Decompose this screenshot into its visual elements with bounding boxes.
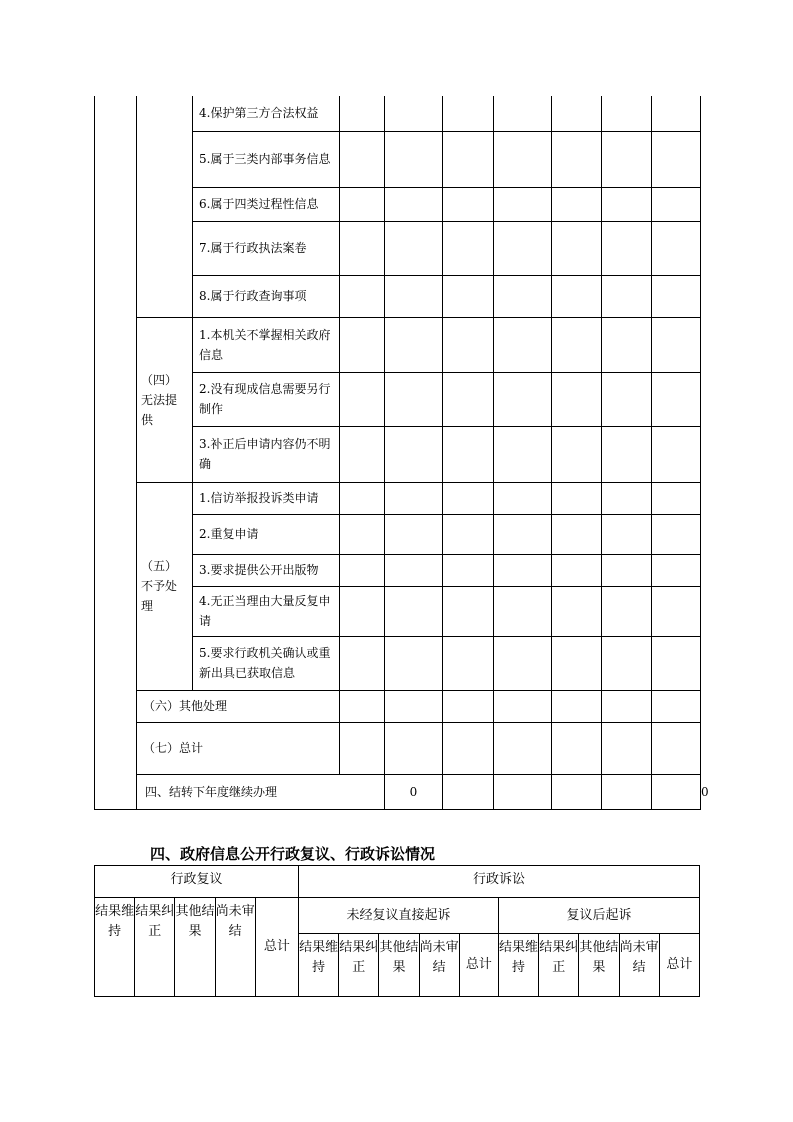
admin-litigation-header: 行政诉讼: [299, 866, 700, 898]
item-label: 1.本机关不掌握相关政府信息: [193, 317, 340, 372]
item-label: 4.无正当理由大量反复申请: [193, 586, 340, 636]
review-col-pending: 尚未审结: [215, 898, 255, 997]
item-label: 7.属于行政执法案卷: [193, 221, 340, 275]
item-label: 8.属于行政查询事项: [193, 275, 340, 317]
after-col-pending: 尚未审结: [619, 934, 659, 997]
item-label: 1.信访举报投诉类申请: [193, 482, 340, 514]
item-label: 2.重复申请: [193, 514, 340, 554]
carry-over-label: 四、结转下年度继续办理: [137, 774, 385, 809]
item-label: 6.属于四类过程性信息: [193, 187, 340, 221]
direct-suit-header: 未经复议直接起诉: [299, 898, 499, 934]
direct-col-upheld: 结果维持: [299, 934, 339, 997]
after-col-other: 其他结果: [579, 934, 619, 997]
direct-col-total: 总计: [459, 934, 498, 997]
category-label-unable-to-provide: （四）无法提供: [137, 317, 193, 482]
item-label: 5.属于三类内部事务信息: [193, 131, 340, 187]
after-review-suit-header: 复议后起诉: [498, 898, 699, 934]
direct-col-corrected: 结果纠正: [339, 934, 379, 997]
review-col-other: 其他结果: [175, 898, 215, 997]
item-label: 3.要求提供公开出版物: [193, 554, 340, 586]
after-col-corrected: 结果纠正: [539, 934, 579, 997]
category-cell-continued: [137, 96, 193, 317]
after-col-upheld: 结果维持: [498, 934, 538, 997]
section-heading: 四、政府信息公开行政复议、行政诉讼情况: [150, 845, 436, 863]
other-processing-label: （六）其他处理: [137, 690, 340, 722]
disposal-table: 4.保护第三方合法权益 5.属于三类内部事务信息 6.属于四类过程性信息 7.属于行政执法案卷 8.属于行政查询事项 （四）无法提供 1.本机关不掌握相关政府信息 2.没有现成信息需要另行制作 3.补正后申请内容仍不明确 （五）不予处理 1.信访举报投诉类申请 2.重复申请 3.要求提供公开出版物 4.无正当理由大量反复申请 5.要求行政机关确认或重新出具已获取信息 （六）其他处理 （七）总计 四、结转下年度继续办理 0 0: [94, 96, 701, 810]
total-label: （七）总计: [137, 722, 340, 774]
item-label: 4.保护第三方合法权益: [193, 96, 340, 131]
table-left-margin-cell: [95, 96, 137, 809]
after-col-total: 总计: [659, 934, 699, 997]
item-label: 5.要求行政机关确认或重新出具已获取信息: [193, 636, 340, 690]
review-col-corrected: 结果纠正: [135, 898, 175, 997]
category-label-not-processed: （五）不予处理: [137, 482, 193, 690]
direct-col-other: 其他结果: [379, 934, 419, 997]
review-col-total: 总计: [255, 898, 298, 997]
item-label: 3.补正后申请内容仍不明确: [193, 426, 340, 482]
direct-col-pending: 尚未审结: [419, 934, 459, 997]
review-litigation-table: [94, 865, 700, 997]
review-col-upheld: 结果维持: [95, 898, 135, 997]
admin-review-header: 行政复议: [95, 866, 299, 898]
item-label: 2.没有现成信息需要另行制作: [193, 372, 340, 426]
carry-over-value: 0: [385, 774, 443, 809]
